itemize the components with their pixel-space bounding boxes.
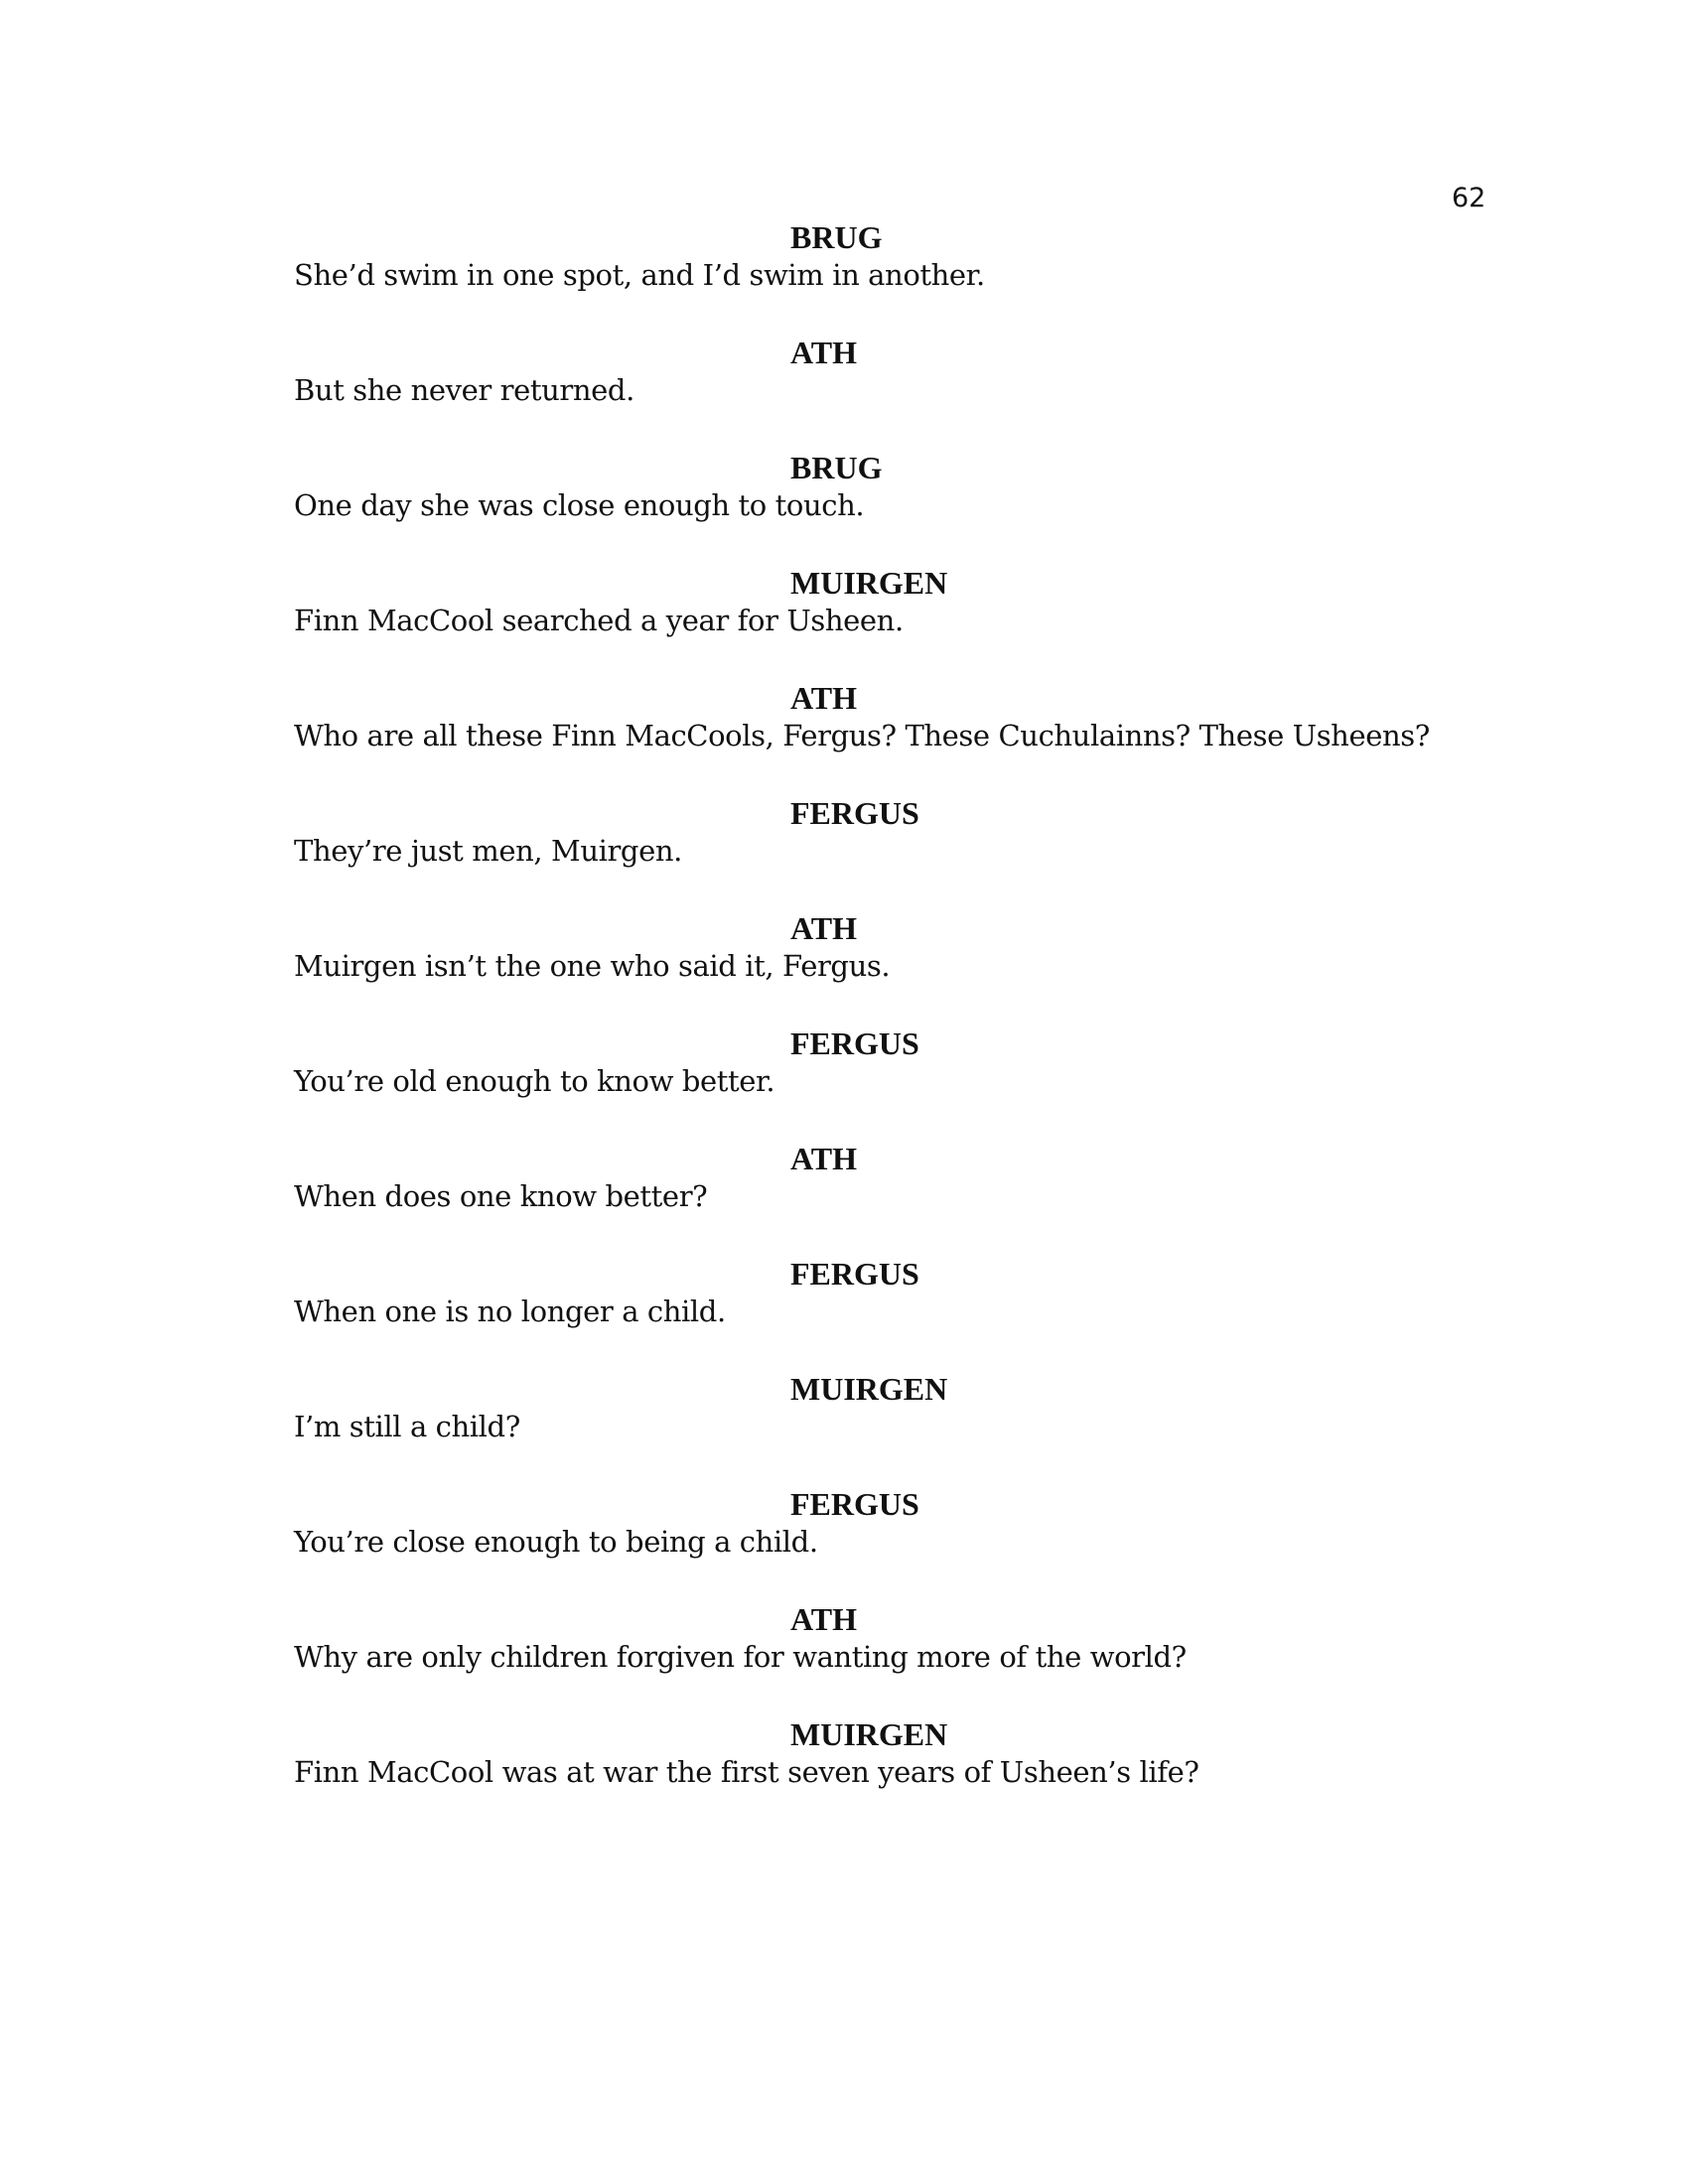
speaker-name: FERGUS (790, 795, 919, 831)
dialogue-block (294, 449, 1466, 564)
dialogue-line: You’re close enough to being a child. (294, 1525, 818, 1559)
speaker-name: FERGUS (790, 1486, 919, 1522)
speaker-name: BRUG (790, 219, 883, 255)
dialogue-line: You’re old enough to know better. (294, 1064, 775, 1098)
speaker-name: MUIRGEN (790, 1371, 948, 1407)
speaker-name: FERGUS (790, 1256, 919, 1292)
dialogue-line: Who are all these Finn MacCools, Fergus? These Cuchulainns? These Usheens? (294, 719, 1430, 752)
speaker-name: ATH (790, 1141, 857, 1176)
dialogue-line: Finn MacCool was at war the first seven years of Usheen’s life? (294, 1755, 1199, 1789)
page-number: 62 (1452, 183, 1486, 213)
dialogue-block (294, 1140, 1466, 1255)
dialogue-block (294, 1255, 1466, 1370)
speaker-name: MUIRGEN (790, 565, 948, 601)
dialogue-line: When does one know better? (294, 1179, 708, 1213)
dialogue-block (294, 909, 1466, 1024)
speaker-name: BRUG (790, 450, 883, 485)
dialogue-block (294, 1600, 1466, 1715)
dialogue-line: When one is no longer a child. (294, 1295, 726, 1328)
dialogue-block (294, 1370, 1466, 1485)
speaker-name: FERGUS (790, 1025, 919, 1061)
script-dialogue (294, 218, 1466, 1831)
dialogue-line: Why are only children forgiven for wanting more of the world? (294, 1640, 1187, 1674)
dialogue-block (294, 334, 1466, 449)
speaker-name: ATH (790, 680, 857, 716)
dialogue-line: Finn MacCool searched a year for Usheen. (294, 604, 904, 637)
dialogue-block (294, 1485, 1466, 1600)
dialogue-line: Muirgen isn’t the one who said it, Fergus. (294, 949, 891, 983)
dialogue-line: She’d swim in one spot, and I’d swim in another. (294, 258, 985, 292)
speaker-name: ATH (790, 1601, 857, 1637)
dialogue-block (294, 218, 1466, 334)
dialogue-block (294, 564, 1466, 679)
speaker-name: ATH (790, 910, 857, 946)
speaker-name: ATH (790, 335, 857, 370)
dialogue-block (294, 1715, 1466, 1831)
speaker-name: MUIRGEN (790, 1716, 948, 1752)
dialogue-line: They’re just men, Muirgen. (294, 834, 682, 868)
dialogue-line: I’m still a child? (294, 1410, 520, 1443)
dialogue-block (294, 794, 1466, 909)
dialogue-block (294, 679, 1466, 794)
dialogue-line: But she never returned. (294, 373, 634, 407)
dialogue-block (294, 1024, 1466, 1140)
dialogue-line: One day she was close enough to touch. (294, 488, 865, 522)
